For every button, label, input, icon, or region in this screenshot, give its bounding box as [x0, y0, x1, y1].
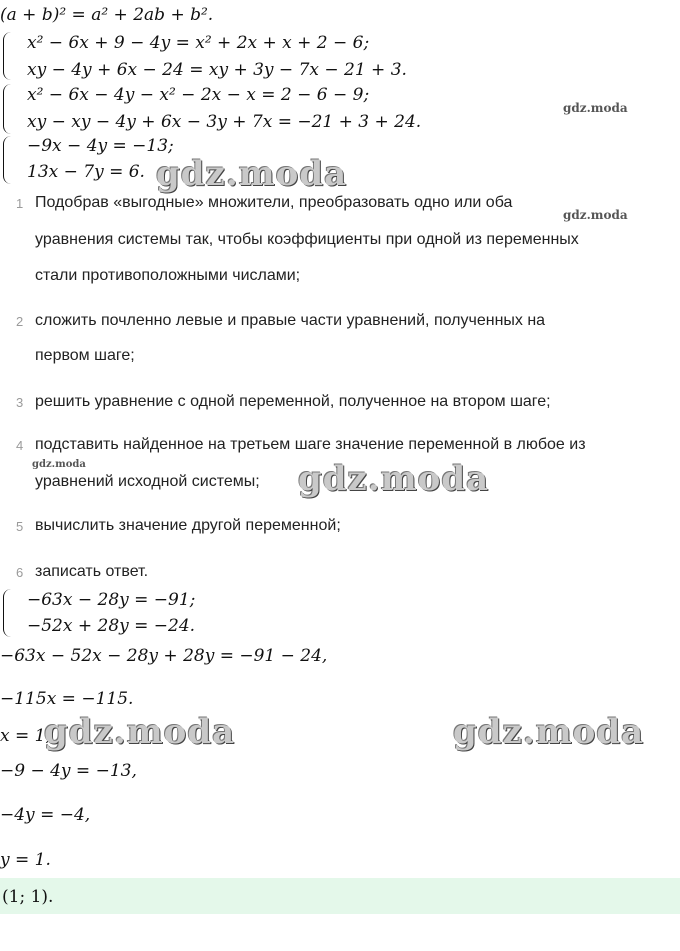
- step-number: 1: [16, 196, 24, 211]
- step-number: 5: [16, 519, 24, 534]
- system-2-equation-2: xy − xy − 4y + 6x − 3y + 7x = −21 + 3 + 24.: [27, 112, 422, 132]
- watermark-logo: gdz.moda: [298, 459, 490, 499]
- system-1-equation-2: xy − 4y + 6x − 24 = xy + 3y − 7x − 21 + 3.: [27, 60, 407, 80]
- answer-text: (1; 1).: [2, 887, 54, 907]
- step-text-line: уравнений исходной системы;: [35, 473, 260, 490]
- system-1-equation-1: x² − 6x + 9 − 4y = x² + 2x + x + 2 − 6;: [27, 33, 370, 53]
- system-2-equation-1: x² − 6x − 4y − x² − 2x − x = 2 − 6 − 9;: [27, 85, 370, 105]
- step-text-line: сложить почленно левые и правые части уравнений, полученных на: [35, 312, 546, 329]
- step-text-line: записать ответ.: [35, 563, 149, 580]
- watermark-logo: gdz.moda: [563, 208, 628, 222]
- answer-box: [0, 878, 680, 914]
- solution-line: y = 1.: [0, 850, 51, 870]
- system-brace: [3, 589, 14, 637]
- system-4-equation-2: −52x + 28y = −24.: [27, 616, 196, 636]
- watermark-logo: gdz.moda: [44, 712, 236, 752]
- step-text-line: решить уравнение с одной переменной, полученное на втором шаге;: [35, 393, 551, 410]
- system-3-equation-2: 13x − 7y = 6.: [27, 162, 145, 182]
- system-brace: [3, 136, 14, 184]
- solution-line: −115x = −115.: [0, 689, 134, 709]
- solution-line: −63x − 52x − 28y + 28y = −91 − 24,: [0, 646, 328, 666]
- solution-line: −9 − 4y = −13,: [0, 761, 137, 781]
- system-3-equation-1: −9x − 4y = −13;: [27, 136, 174, 156]
- system-4-equation-1: −63x − 28y = −91;: [27, 590, 196, 610]
- step-number: 4: [16, 438, 24, 453]
- system-brace: [3, 84, 14, 134]
- step-number: 6: [16, 565, 24, 580]
- solution-line: x = 1,: [0, 726, 51, 746]
- step-text-line: уравнения системы так, чтобы коэффициенты при одной из переменных: [35, 231, 579, 248]
- watermark-logo: gdz.moda: [156, 154, 348, 194]
- step-number: 3: [16, 395, 24, 410]
- step-text-line: Подобрав «выгодные» множители, преобразовать одно или оба: [35, 194, 513, 211]
- step-text-line: подставить найденное на третьем шаге значение переменной в любое из: [35, 436, 586, 453]
- step-number: 2: [16, 314, 24, 329]
- system-brace: [3, 32, 14, 80]
- step-text-line: вычислить значение другой переменной;: [35, 517, 341, 534]
- watermark-logo: gdz.moda: [563, 101, 628, 115]
- watermark-logo: gdz.moda: [32, 459, 86, 470]
- solution-line: −4y = −4,: [0, 805, 91, 825]
- step-text-line: стали противоположными числами;: [35, 267, 301, 284]
- step-text-line: первом шаге;: [35, 347, 135, 364]
- watermark-logo: gdz.moda: [453, 712, 645, 752]
- identity-formula: (a + b)² = a² + 2ab + b².: [0, 5, 214, 25]
